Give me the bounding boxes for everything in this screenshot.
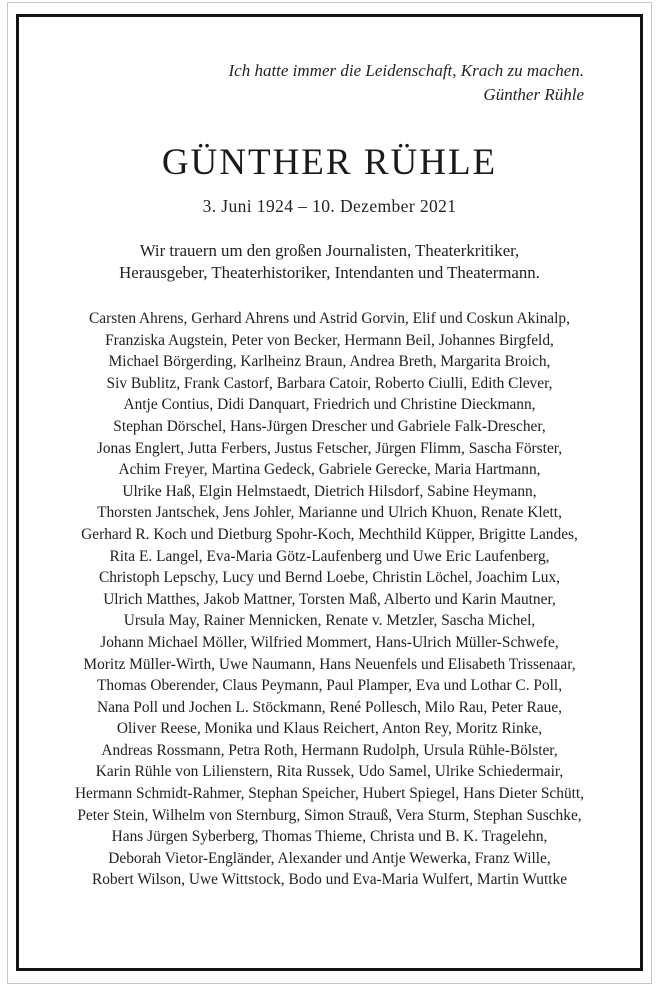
mourner-line: Achim Freyer, Martina Gedeck, Gabriele Gerecke, Maria Hartmann, (118, 461, 541, 479)
mourner-line: Jonas Englert, Jutta Ferbers, Justus Fetscher, Jürgen Flimm, Sascha Förster, (96, 439, 563, 457)
epigraph-text: Ich hatte immer die Leidenschaft, Krach zu machen. (228, 61, 584, 80)
mourner-line: Ulrike Haß, Elgin Helmstaedt, Dietrich Hilsdorf, Sabine Heymann, (122, 482, 537, 500)
mourner-line: Oliver Reese, Monika und Klaus Reichert, Anton Rey, Moritz Rinke, (116, 720, 543, 738)
mourner-line: Stephan Dörschel, Hans-Jürgen Drescher und Gabriele Falk-Drescher, (113, 417, 546, 435)
mourner-line: Siv Bublitz, Frank Castorf, Barbara Catoir, Roberto Ciulli, Edith Clever, (106, 374, 553, 392)
life-dates: 3. Juni 1924 – 10. Dezember 2021 (202, 196, 457, 216)
mourner-line: Johann Michael Möller, Wilfried Mommert, Hans-Ulrich Müller-Schwefe, (100, 633, 559, 651)
mourner-line: Nana Poll und Jochen L. Stöckmann, René Pollesch, Milo Rau, Peter Raue, (96, 698, 563, 716)
mourner-line: Moritz Müller-Wirth, Uwe Naumann, Hans Neuenfels und Elisabeth Trissenaar, (83, 655, 576, 673)
mourner-line: Hermann Schmidt-Rahmer, Stephan Speicher, Hubert Spiegel, Hans Dieter Schütt, (74, 785, 585, 803)
mourner-line: Rita E. Langel, Eva-Maria Götz-Laufenberg und Uwe Eric Laufenberg, (109, 547, 550, 565)
deceased-name: GÜNTHER RÜHLE (161, 142, 498, 183)
mourner-line: Hans Jürgen Syberberg, Thomas Thieme, Christa und B. K. Tragelehn, (111, 828, 548, 846)
epigraph (19, 59, 640, 107)
mourner-line: Franziska Augstein, Peter von Becker, Hermann Beil, Johannes Birgfeld, (105, 331, 554, 349)
mourner-line: Christoph Lepschy, Lucy und Bernd Loebe, Christin Löchel, Joachim Lux, (98, 569, 561, 587)
mourning-statement (19, 240, 640, 284)
mourner-line: Karin Rühle von Lilienstern, Rita Russek, Udo Samel, Ulrike Schiedermair, (95, 763, 564, 781)
mourners-list (19, 308, 640, 891)
mourning-line: Wir trauern um den großen Journalisten, Theaterkritiker, (139, 241, 520, 260)
mourner-line: Peter Stein, Wilhelm von Sternburg, Simon Strauß, Vera Sturm, Stephan Suschke, (77, 806, 582, 824)
mourner-line: Thomas Oberender, Claus Peymann, Paul Plamper, Eva und Lothar C. Poll, (96, 677, 563, 695)
mourning-line: Herausgeber, Theaterhistoriker, Intendanten und Theatermann. (119, 263, 540, 282)
mourner-line: Ulrich Matthes, Jakob Mattner, Torsten Maß, Alberto und Karin Mautner, (103, 590, 556, 608)
mourner-line: Carsten Ahrens, Gerhard Ahrens und Astrid Gorvin, Elif und Coskun Akinalp, (89, 310, 570, 327)
mourner-line: Ursula May, Rainer Mennicken, Renate v. Metzler, Sascha Michel, (123, 612, 536, 630)
notice-border-frame (16, 14, 643, 971)
mourner-line: Deborah Vietor-Engländer, Alexander und Antje Wewerka, Franz Wille, (108, 849, 551, 867)
mourner-line: Michael Börgerding, Karlheinz Braun, Andrea Breth, Margarita Broich, (108, 353, 551, 371)
mourner-line: Antje Contius, Didi Danquart, Friedrich und Christine Dieckmann, (123, 396, 536, 414)
mourner-line: Gerhard R. Koch und Dietburg Spohr-Koch, Mechthild Küpper, Brigitte Landes, (81, 525, 578, 543)
mourner-line: Robert Wilson, Uwe Wittstock, Bodo und Eva-Maria Wulfert, Martin Wuttke (91, 871, 568, 889)
mourner-line: Andreas Rossmann, Petra Roth, Hermann Rudolph, Ursula Rühle-Bölster, (101, 741, 558, 759)
mourner-line: Thorsten Jantschek, Jens Johler, Marianne und Ulrich Khuon, Renate Klett, (97, 504, 562, 522)
epigraph-attribution: Günther Rühle (483, 85, 584, 104)
